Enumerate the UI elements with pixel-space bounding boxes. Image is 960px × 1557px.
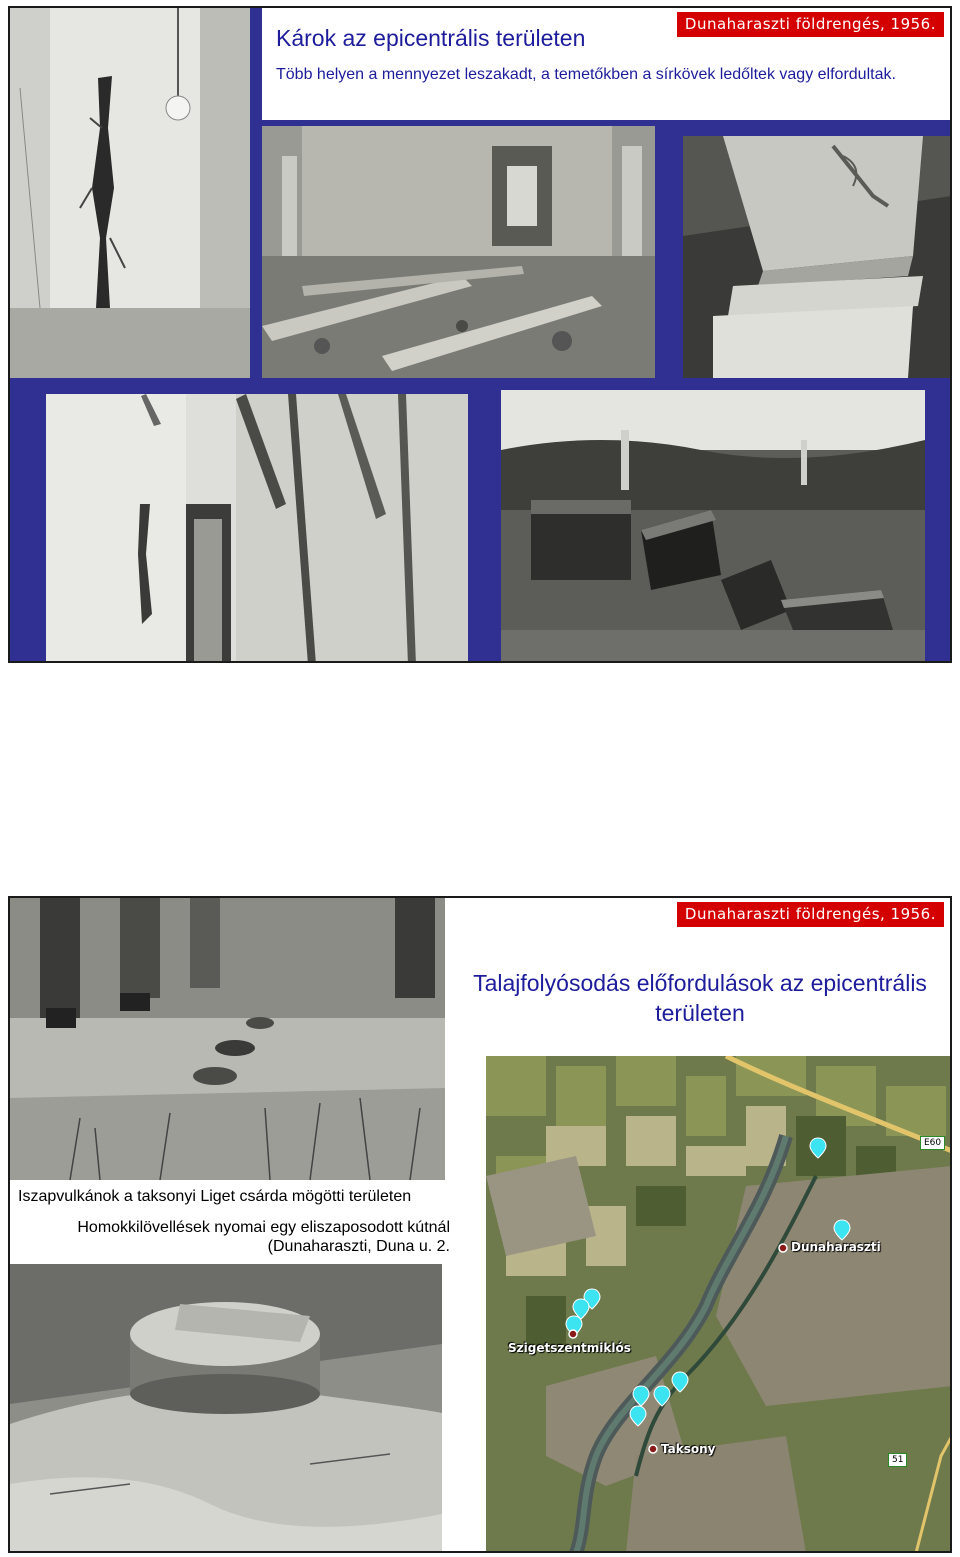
map-label-szigetszentmiklos: Szigetszentmiklós <box>508 1341 631 1355</box>
slide-soil-liquefaction <box>8 896 952 1553</box>
event-tag: Dunaharaszti földrengés, 1956. <box>677 12 944 37</box>
slide-description: Több helyen a mennyezet leszakadt, a temetőkben a sírkövek ledőltek vagy elfordultak. <box>276 66 896 83</box>
caption-well: Homokkilövellések nyomai egy eliszaposodott kútnál (Dunaharaszti, Duna u. 2. <box>77 1219 450 1255</box>
map-label-dunaharaszti: Dunaharaszti <box>791 1240 881 1254</box>
slide-earthquake-damage <box>8 6 952 663</box>
photo-tombstone-base <box>683 136 952 378</box>
photo-church-interior <box>262 126 655 378</box>
satellite-map[interactable] <box>486 1056 952 1553</box>
photo-collapsed-ceiling <box>46 394 468 663</box>
photo-silted-well <box>10 1264 442 1553</box>
event-tag: Dunaharaszti földrengés, 1956. <box>677 902 944 927</box>
road-sign-51: 51 <box>888 1453 907 1467</box>
slide-title: Talajfolyósodás előfordulások az epicentrális területen <box>473 970 927 1026</box>
slide-title: Károk az epicentrális területen <box>276 25 586 51</box>
photo-fallen-tombstones <box>501 390 925 663</box>
map-label-taksony: Taksony <box>661 1442 716 1456</box>
caption-mud-volcanoes: Iszapvulkánok a taksonyi Liget csárda mögötti területen <box>18 1188 412 1205</box>
photo-cracked-wall <box>10 8 250 378</box>
road-sign-e60: E60 <box>920 1136 945 1150</box>
photo-mud-volcanoes <box>10 898 445 1180</box>
